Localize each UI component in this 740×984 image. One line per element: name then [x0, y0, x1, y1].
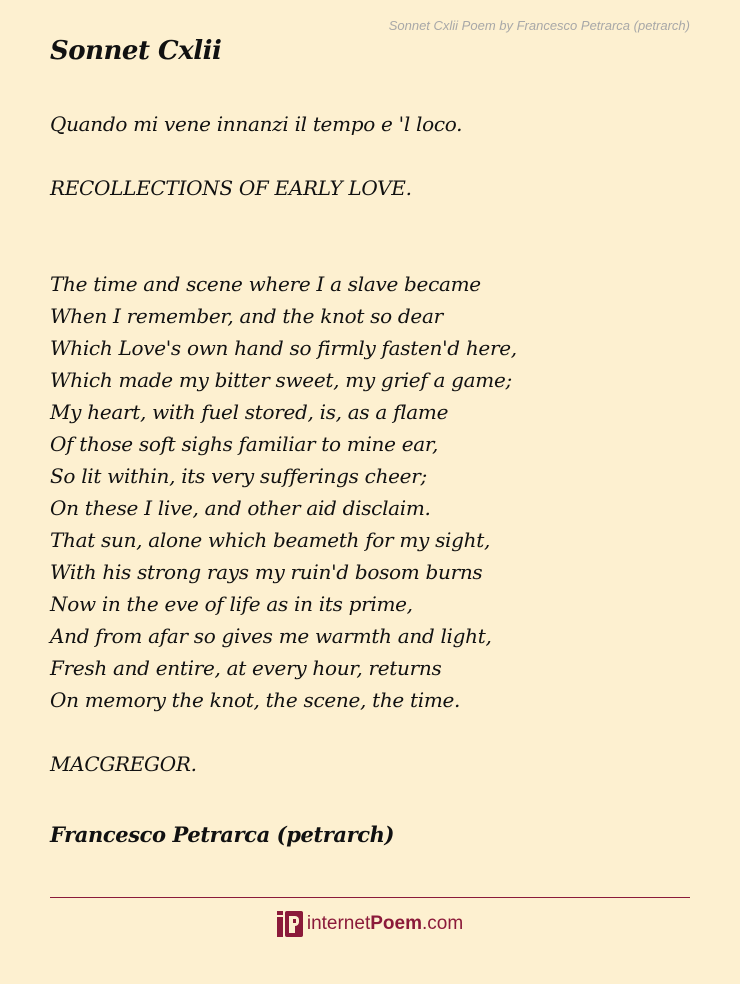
poem-line: Of those soft sighs familiar to mine ear,: [50, 432, 439, 456]
poem-body: [50, 108, 690, 780]
poem-line: And from afar so gives me warmth and light,: [50, 624, 492, 648]
brand-suffix: .com: [421, 913, 464, 934]
poem-line: So lit within, its very sufferings cheer;: [50, 464, 427, 488]
poem-translator: MACGREGOR.: [50, 752, 197, 776]
footer-divider: [50, 897, 690, 898]
poem-line: With his strong rays my ruin'd bosom burns: [50, 560, 483, 584]
internetpoem-logo-icon: [277, 911, 303, 937]
poem-subtitle: Quando mi vene innanzi il tempo e 'l loco.: [50, 112, 463, 136]
poem-line: The time and scene where I a slave became: [50, 272, 481, 296]
poem-line: When I remember, and the knot so dear: [50, 304, 443, 328]
poem-line: Which made my bitter sweet, my grief a game;: [50, 368, 512, 392]
footer-brand-link[interactable]: [0, 910, 740, 938]
brand-prefix: internet: [306, 913, 371, 934]
poem-line: That sun, alone which beameth for my sight,: [50, 528, 491, 552]
poem-line: Fresh and entire, at every hour, returns: [50, 656, 442, 680]
poem-line: On memory the knot, the scene, the time.: [50, 688, 461, 712]
poem-line: Which Love's own hand so firmly fasten'd here,: [50, 336, 517, 360]
poem-author: Francesco Petrarca (petrarch): [50, 822, 395, 847]
poem-line: My heart, with fuel stored, is, as a flame: [50, 400, 449, 424]
poem-line: On these I live, and other aid disclaim.: [50, 496, 431, 520]
header-credit: Sonnet Cxlii Poem by Francesco Petrarca (petrarch): [388, 18, 690, 33]
poem-line: Now in the eve of life as in its prime,: [50, 592, 413, 616]
poem-title: Sonnet Cxlii: [50, 36, 222, 66]
brand-name: Poem: [370, 913, 422, 934]
poem-heading: RECOLLECTIONS OF EARLY LOVE.: [50, 176, 412, 200]
